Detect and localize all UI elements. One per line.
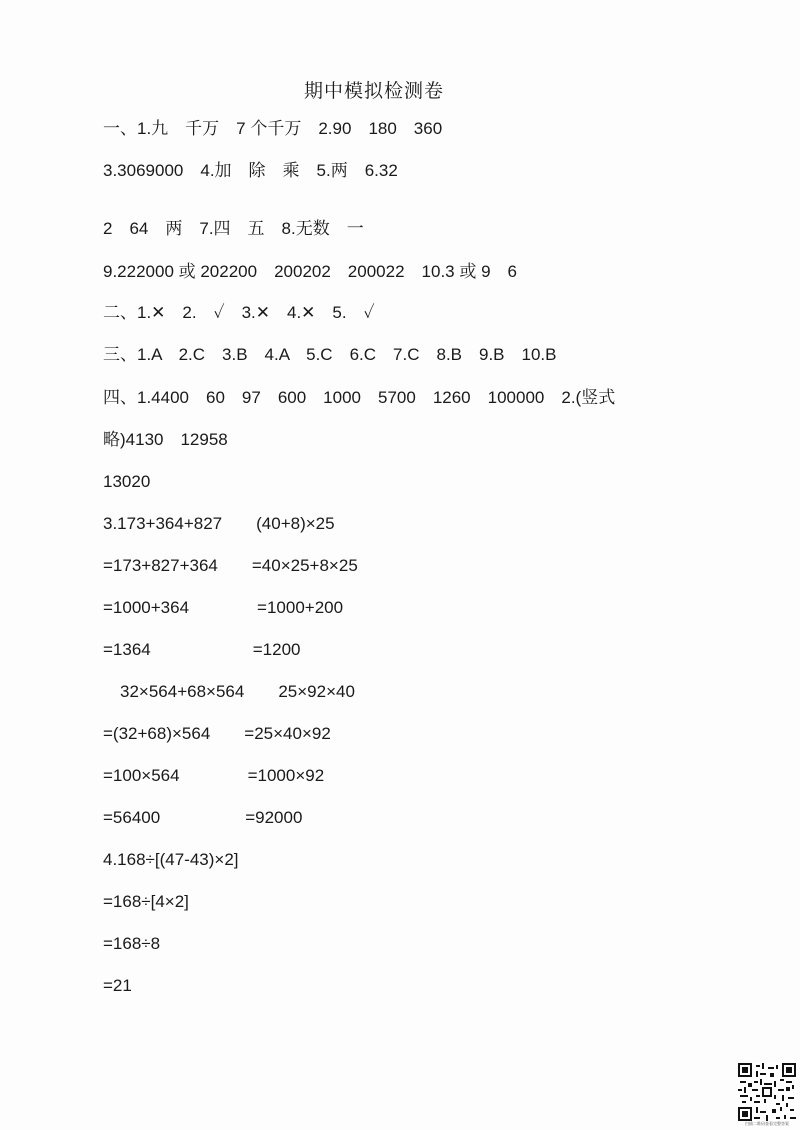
answer-line-9: 13020 [103, 472, 151, 491]
answer-line-4: 9.222000 或 202200 200202 200022 10.3 或 9 6 [103, 262, 517, 281]
answer-line-16: =100×564 =1000×92 [103, 766, 325, 785]
answer-line-10: 3.173+364+827 (40+8)×25 [103, 514, 335, 533]
answer-line-2: 3.3069000 4.加 除 乘 5.两 6.32 [103, 161, 398, 180]
answer-line-12: =1000+364 =1000+200 [103, 598, 344, 617]
answer-line-8: 略)4130 12958 [103, 430, 228, 449]
answer-line-19: =168÷[4×2] [103, 892, 189, 911]
answer-line-13: =1364 =1200 [103, 640, 301, 659]
qr-code-icon[interactable] [738, 1063, 796, 1121]
answer-line-3: 2 64 两 7.四 五 8.无数 一 [103, 219, 364, 238]
answer-line-20: =168÷8 [103, 934, 161, 953]
answer-line-7: 四、1.4400 60 97 600 1000 5700 1260 100000 2.(竖式 [103, 388, 616, 407]
answer-line-11: =173+827+364 =40×25+8×25 [103, 556, 358, 575]
answer-line-1: 一、1.九 千万 7 个千万 2.90 180 360 [103, 119, 443, 138]
answer-line-18: 4.168÷[(47-43)×2] [103, 850, 239, 869]
answer-line-21: =21 [103, 976, 132, 995]
qr-caption: 扫描二维码查看完整答案 [745, 1121, 789, 1126]
answer-line-17: =56400 =92000 [103, 808, 303, 827]
answer-line-15: =(32+68)×564 =25×40×92 [103, 724, 331, 743]
answer-line-6: 三、1.A 2.C 3.B 4.A 5.C 6.C 7.C 8.B 9.B 10.B [103, 345, 557, 364]
answer-line-5: 二、1.✕ 2. ✓ 3.✕ 4.✕ 5. ✓ [103, 303, 375, 322]
page-title: 期中模拟检测卷 [303, 80, 444, 102]
answer-line-14: 32×564+68×564 25×92×40 [103, 682, 355, 701]
